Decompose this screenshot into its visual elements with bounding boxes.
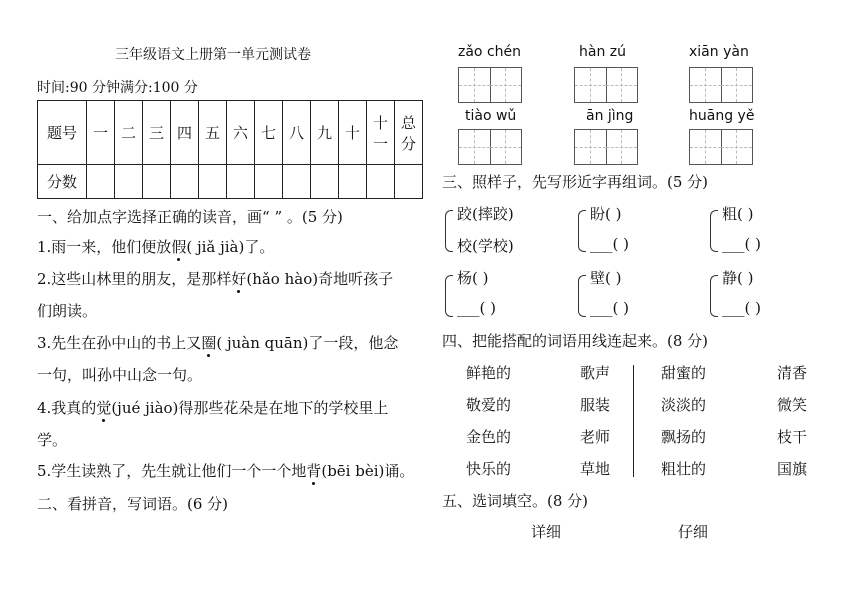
score-cell[interactable] [143, 165, 171, 199]
score-cell[interactable] [171, 165, 199, 199]
score-cell[interactable] [227, 165, 255, 199]
question-5: 5.学生读熟了，先生就让他们一个一个地背(bēi bèi)诵。 [37, 462, 415, 480]
match-word[interactable]: 歌声 [580, 364, 611, 382]
question-2-cont: 们朗读。 [37, 302, 98, 320]
score-table [37, 100, 423, 199]
time-score-info: 时间:90 分钟满分:100 分 [37, 80, 198, 96]
question-1: 1.雨一来，他们便放假( jiǎ jià)了。 [37, 238, 275, 256]
match-word[interactable]: 老师 [580, 428, 611, 446]
pinyin-1: zǎo chén [458, 44, 521, 60]
group1-bottom[interactable]: ___( ) [590, 235, 629, 253]
col-header: 六 [227, 101, 255, 165]
match-word[interactable]: 金色的 [466, 428, 512, 446]
writing-grid[interactable] [458, 129, 522, 165]
match-word[interactable]: 淡淡的 [661, 396, 707, 414]
match-word[interactable]: 敬爱的 [466, 396, 512, 414]
col-header: 七 [255, 101, 283, 165]
pinyin-6: huāng yě [689, 108, 755, 124]
group2-bottom[interactable]: ___( ) [722, 235, 761, 253]
match-word[interactable]: 服装 [580, 396, 611, 414]
match-word[interactable]: 草地 [580, 460, 611, 478]
score-cell[interactable] [395, 165, 423, 199]
match-word[interactable]: 清香 [777, 364, 808, 382]
match-word[interactable]: 甜蜜的 [661, 364, 707, 382]
score-cell[interactable] [367, 165, 395, 199]
score-cell[interactable] [87, 165, 115, 199]
example-bottom: 校(学校) [457, 237, 514, 255]
col-header: 九 [311, 101, 339, 165]
score-cell[interactable] [311, 165, 339, 199]
match-word[interactable]: 粗壮的 [661, 460, 707, 478]
writing-grid[interactable] [689, 129, 753, 165]
group5-top: 静( ) [722, 269, 754, 287]
table-row-label: 分数 [38, 165, 87, 199]
section3-heading: 三、照样子，先写形近字再组词。(5 分) [442, 173, 709, 191]
question-3: 3.先生在孙中山的书上又圈( juàn quān)了一段，他念 [37, 334, 399, 352]
brace-icon [445, 275, 453, 317]
brace-icon [578, 275, 586, 317]
writing-grid[interactable] [689, 67, 753, 103]
col-header: 三 [143, 101, 171, 165]
col-header: 五 [199, 101, 227, 165]
score-cell[interactable] [199, 165, 227, 199]
col-header: 八 [283, 101, 311, 165]
col-header: 四 [171, 101, 199, 165]
section2-heading: 二、看拼音，写词语。(6 分) [37, 495, 229, 513]
group3-bottom[interactable]: ___( ) [457, 299, 496, 317]
col-header: 一 [87, 101, 115, 165]
brace-icon [710, 210, 718, 252]
col-header: 二 [115, 101, 143, 165]
page-title: 三年级语文上册第一单元测试卷 [115, 47, 311, 63]
section4-heading: 四、把能搭配的词语用线连起来。(8 分) [442, 332, 709, 350]
brace-icon [710, 275, 718, 317]
pinyin-5: ān jìng [586, 108, 634, 124]
group2-top: 粗( ) [722, 205, 754, 223]
writing-grid[interactable] [574, 67, 638, 103]
question-4-cont: 学。 [37, 431, 68, 449]
group4-bottom[interactable]: ___( ) [590, 299, 629, 317]
question-2: 2.这些山林里的朋友，是那样好(hǎo hào)奇地听孩子 [37, 270, 394, 288]
brace-icon [578, 210, 586, 252]
col-header: 十 [339, 101, 367, 165]
choice-word: 详细 [531, 523, 562, 541]
table-row-label: 题号 [38, 101, 87, 165]
question-4: 4.我真的觉(jué jiào)得那些花朵是在地下的学校里上 [37, 399, 389, 417]
match-word[interactable]: 快乐的 [466, 460, 512, 478]
score-cell[interactable] [283, 165, 311, 199]
example-top: 跤(摔跤) [457, 205, 514, 223]
section1-heading: 一、给加点字选择正确的读音，画“ ” 。(5 分) [37, 208, 343, 226]
match-word[interactable]: 枝干 [777, 428, 808, 446]
section5-heading: 五、选词填空。(8 分) [442, 492, 589, 510]
match-word[interactable]: 国旗 [777, 460, 808, 478]
col-header-total: 总 分 [395, 101, 423, 165]
choice-word: 仔细 [678, 523, 709, 541]
pinyin-2: hàn zú [579, 44, 626, 60]
writing-grid[interactable] [574, 129, 638, 165]
match-word[interactable]: 鲜艳的 [466, 364, 512, 382]
score-cell[interactable] [115, 165, 143, 199]
match-word[interactable]: 飘扬的 [661, 428, 707, 446]
group5-bottom[interactable]: ___( ) [722, 299, 761, 317]
pinyin-4: tiào wǔ [465, 108, 517, 124]
score-cell[interactable] [255, 165, 283, 199]
group1-top: 盼( ) [590, 205, 622, 223]
group4-top: 壁( ) [590, 269, 622, 287]
writing-grid[interactable] [458, 67, 522, 103]
group3-top: 杨( ) [457, 269, 489, 287]
col-header-11: 十 一 [367, 101, 395, 165]
column-divider [633, 365, 634, 477]
pinyin-3: xiān yàn [689, 44, 749, 60]
question-3-cont: 一句，叫孙中山念一句。 [37, 366, 203, 384]
score-cell[interactable] [339, 165, 367, 199]
match-word[interactable]: 微笑 [777, 396, 808, 414]
brace-icon [445, 210, 453, 252]
